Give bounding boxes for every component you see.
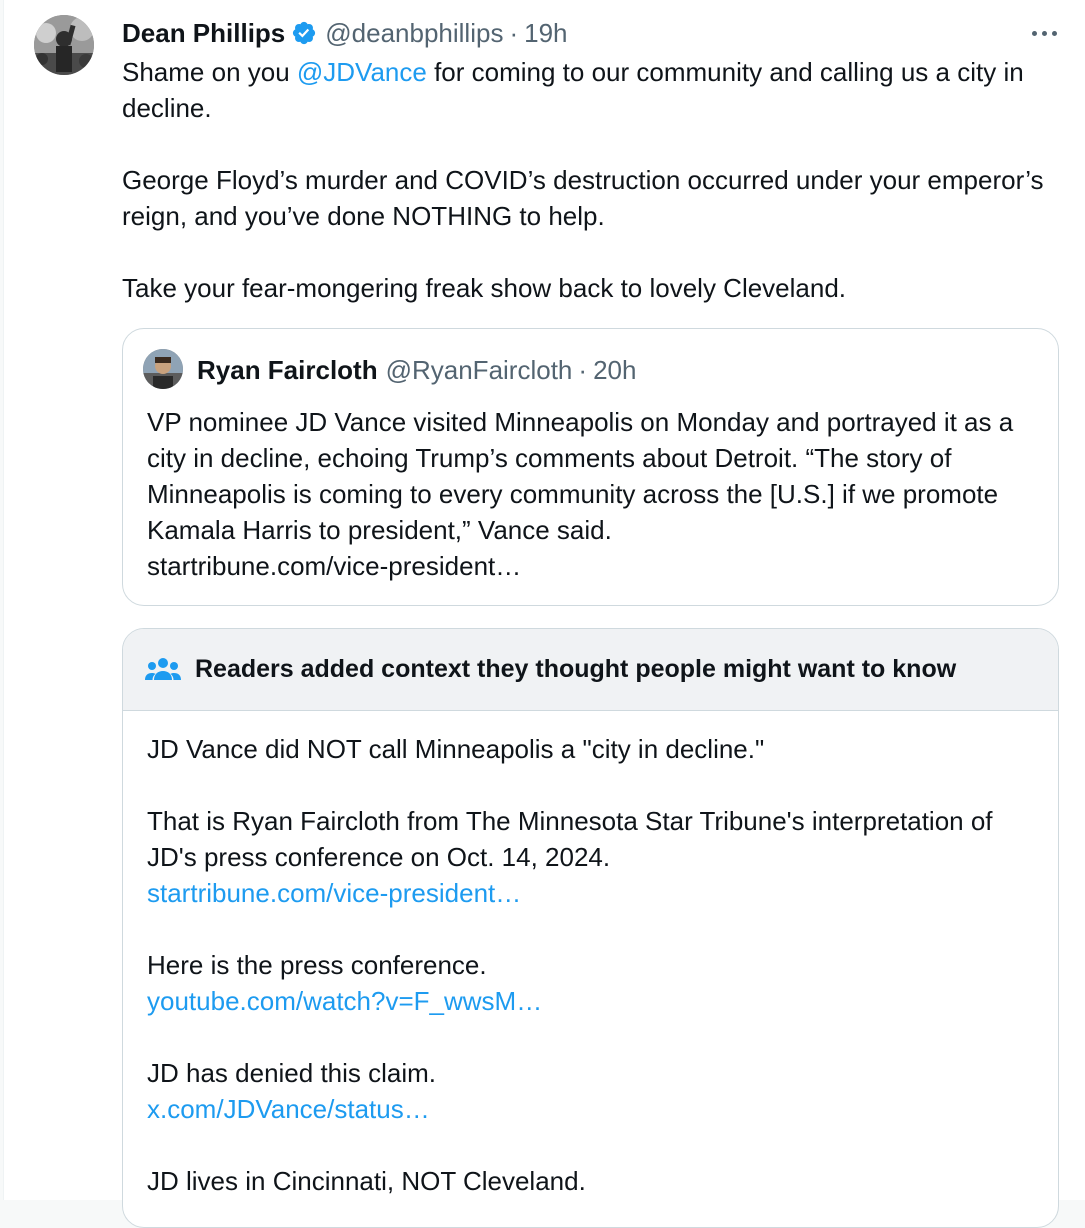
quoted-author-handle[interactable]: @RyanFaircloth xyxy=(385,355,573,385)
quoted-separator-dot: · xyxy=(578,355,588,385)
note-paragraph-2 xyxy=(147,803,1037,911)
note-paragraph-4 xyxy=(147,1055,1037,1127)
community-note-title: Readers added context they thought people might want to know xyxy=(195,655,957,683)
tweet-text-suffix: for coming to our community and calling us a city in decline. xyxy=(122,57,1024,123)
community-note xyxy=(122,628,1059,1228)
quoted-body: VP nominee JD Vance visited Minneapolis on Monday and portrayed it as a city in decline, echoing Trump’s comments about Detroit. “The story of Minneapolis is coming to every community across the [U.S.] if we promote Kamala Harris to president,” Vance said. xyxy=(147,407,1014,545)
quoted-author-avatar[interactable] xyxy=(143,349,183,389)
verified-badge-icon xyxy=(291,20,317,46)
tweet-paragraph-2: George Floyd’s murder and COVID’s destruction occurred under your emperor’s reign, and you’ve done NOTHING to help. xyxy=(122,165,1044,231)
author-name[interactable]: Dean Phillips xyxy=(122,17,286,48)
quoted-tweet[interactable] xyxy=(122,328,1059,606)
tweet-text xyxy=(122,54,1062,342)
note-link-x[interactable]: x.com/JDVance/status… xyxy=(147,1094,430,1124)
mention-link[interactable]: @JDVance xyxy=(296,57,427,87)
note-paragraph-1: JD Vance did NOT call Minneapolis a "city in decline." xyxy=(147,734,765,764)
community-note-body xyxy=(147,731,1037,1228)
tweet-card[interactable] xyxy=(3,0,1085,1200)
author-avatar[interactable] xyxy=(34,15,94,75)
tweet-paragraph-1 xyxy=(122,54,1062,126)
note-paragraph-5: JD lives in Cincinnati, NOT Cleveland. xyxy=(147,1166,586,1196)
people-icon xyxy=(145,656,181,684)
note-paragraph-3-text: Here is the press conference. xyxy=(147,950,487,980)
quoted-timestamp[interactable]: 20h xyxy=(593,355,637,385)
note-paragraph-3 xyxy=(147,947,1037,1019)
note-link-startribune[interactable]: startribune.com/vice-president… xyxy=(147,878,522,908)
community-note-header[interactable] xyxy=(123,629,1058,711)
quoted-link[interactable]: startribune.com/vice-president… xyxy=(147,551,522,581)
note-paragraph-4-text: JD has denied this claim. xyxy=(147,1058,437,1088)
separator-dot: · xyxy=(509,17,519,48)
quoted-header xyxy=(197,355,636,386)
note-paragraph-2-text: That is Ryan Faircloth from The Minnesota Star Tribune's interpretation of JD's press conference on Oct. 14, 2024. xyxy=(147,806,993,872)
quoted-author-name[interactable]: Ryan Faircloth xyxy=(197,355,378,385)
quoted-text xyxy=(147,404,1027,584)
tweet-paragraph-3: Take your fear-mongering freak show back to lovely Cleveland. xyxy=(122,273,847,303)
more-icon[interactable] xyxy=(1024,22,1064,44)
tweet-timestamp[interactable]: 19h xyxy=(524,17,568,48)
tweet-header xyxy=(122,14,568,52)
tweet-text-prefix: Shame on you xyxy=(122,57,297,87)
author-handle[interactable]: @deanbphillips xyxy=(325,17,504,48)
note-link-youtube[interactable]: youtube.com/watch?v=F_wwsM… xyxy=(147,986,543,1016)
